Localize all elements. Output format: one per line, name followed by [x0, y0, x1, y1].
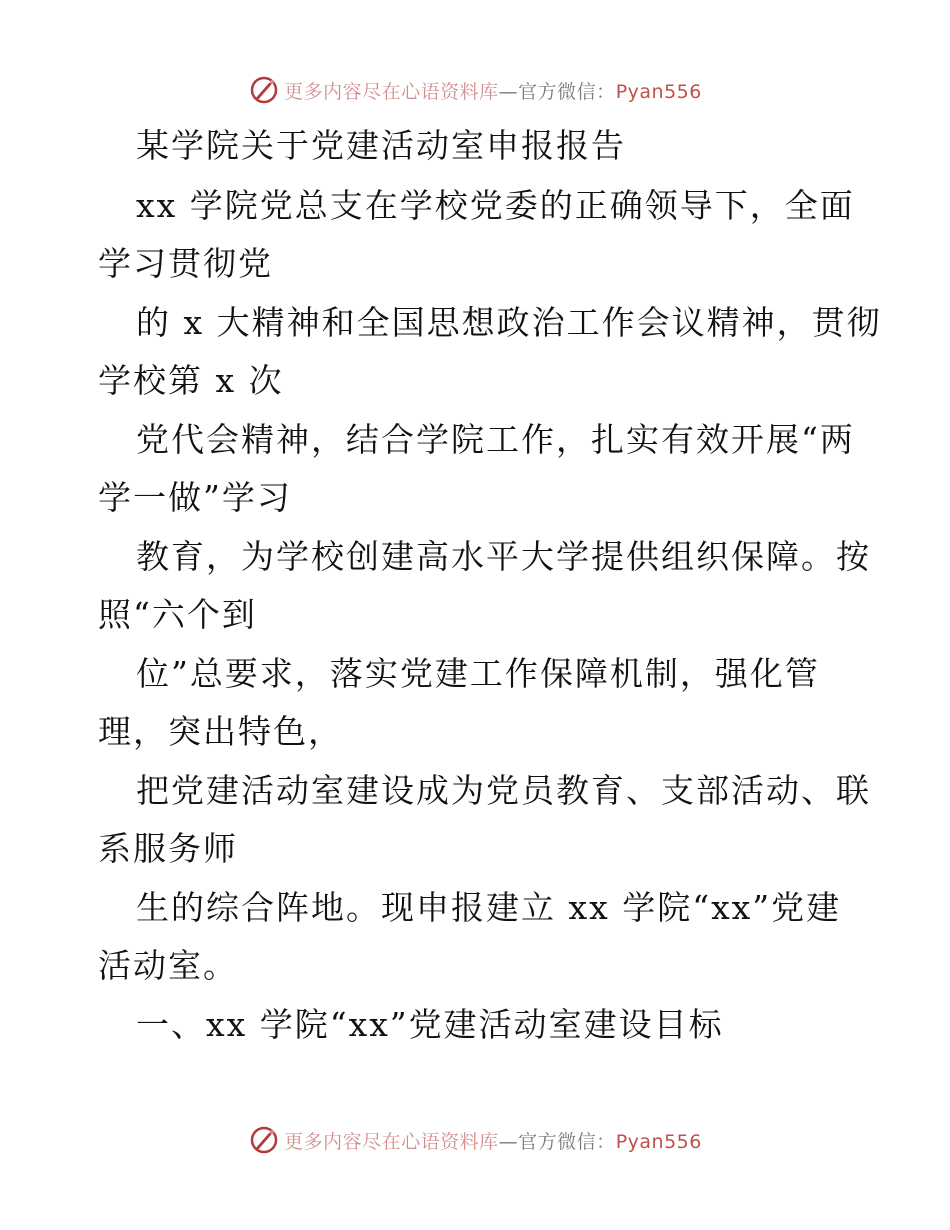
watermark-brand: 更多内容尽在心语资料库: [284, 80, 499, 103]
watermark-wechat-id: Pyan556: [615, 80, 702, 103]
watermark-wechat-id: Pyan556: [615, 1130, 702, 1153]
watermark-brand: 更多内容尽在心语资料库: [284, 1130, 499, 1153]
watermark-separator: —: [498, 80, 519, 103]
body-line: 活动室。: [98, 946, 238, 985]
body-line: xx 学院党总支在学校党委的正确领导下，全面: [136, 186, 855, 225]
body-line: 教育，为学校创建高水平大学提供组织保障。按: [136, 537, 871, 576]
body-line: 学习贯彻党: [98, 244, 273, 283]
body-line: 生的综合阵地。现申报建立 xx 学院“xx”党建: [136, 888, 842, 927]
body-line: 位”总要求，落实党建工作保障机制，强化管: [136, 654, 820, 693]
watermark-wechat-label: 官方微信：: [518, 1130, 616, 1153]
document-title: 某学院关于党建活动室申报报告: [136, 126, 626, 165]
body-line: 党代会精神，结合学院工作，扎实有效开展“两: [136, 420, 855, 459]
section-heading: 一、xx 学院“xx”党建活动室建设目标: [136, 1005, 724, 1044]
watermark-text: [284, 1127, 702, 1154]
footer-watermark: [0, 1120, 950, 1160]
body-line: 学一做”学习: [98, 478, 292, 517]
watermark-separator: —: [498, 1130, 519, 1153]
body-line: 学校第 x 次: [98, 361, 284, 400]
body-line: 理，突出特色，: [98, 712, 343, 751]
body-line: 照“六个到: [98, 595, 257, 634]
body-line: 系服务师: [98, 829, 238, 868]
quill-pen-circle-icon: [248, 1124, 280, 1156]
watermark-wechat-label: 官方微信：: [518, 80, 616, 103]
body-line: 把党建活动室建设成为党员教育、支部活动、联: [136, 771, 871, 810]
body-line: 的 x 大精神和全国思想政治工作会议精神，贯彻: [136, 303, 882, 342]
